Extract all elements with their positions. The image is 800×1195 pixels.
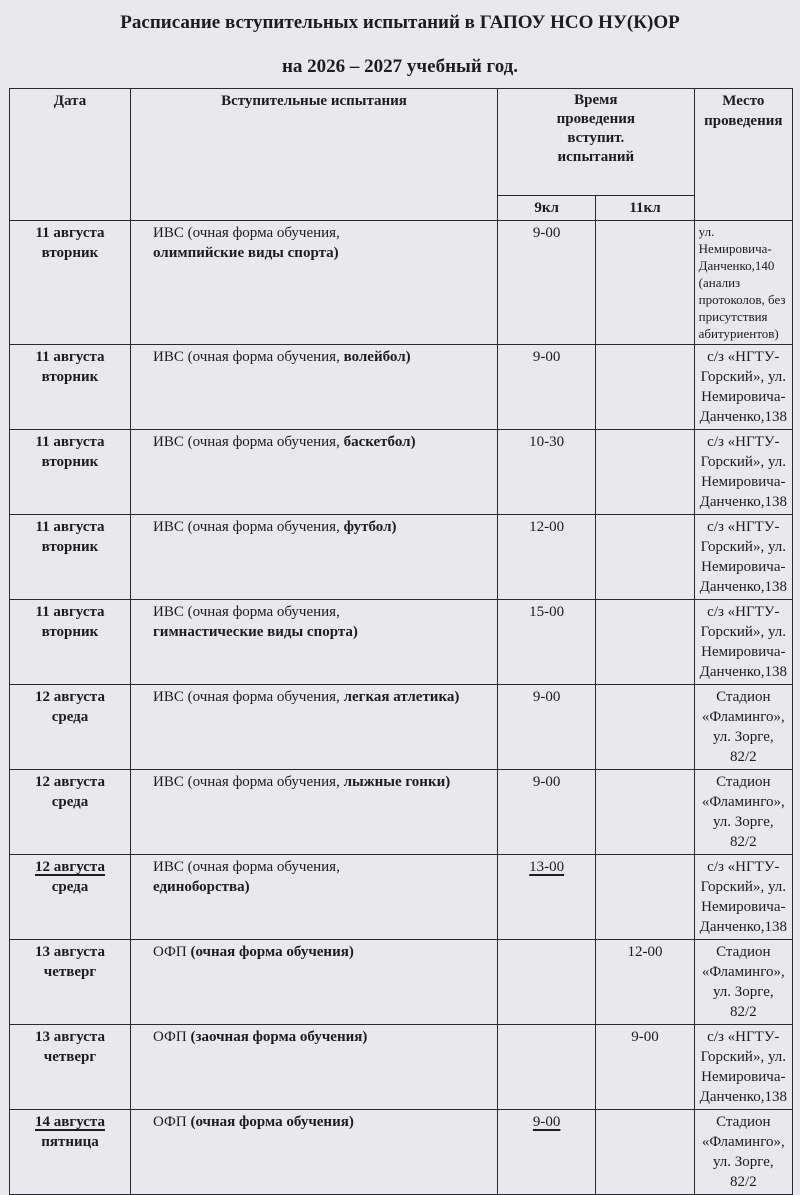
time-9: 9-00 [498, 685, 596, 770]
row-place: ул. Немировича-Данченко,140 (анализ протоколов, без присутствия абитуриентов) [694, 221, 792, 345]
row-place: с/з «НГТУ-Горский», ул. Немировича-Данченко,138 [694, 345, 792, 430]
row-place: Стадион «Фламинго», ул. Зорге, 82/2 [694, 1110, 792, 1195]
row-date: 11 августа [35, 225, 105, 241]
table-row [10, 515, 793, 600]
test-plain: ИВС (очная форма обучения, [153, 689, 340, 705]
table-row [10, 345, 793, 430]
time-9: 13-00 [529, 859, 565, 875]
row-test [135, 347, 493, 367]
time-11 [596, 685, 694, 770]
test-plain: ОФП [153, 1029, 187, 1045]
row-date: 12 августа [35, 774, 105, 790]
header-place: Место проведения [694, 89, 792, 221]
test-bold: (очная форма обучения) [190, 944, 354, 960]
time-11 [596, 430, 694, 515]
row-place: с/з «НГТУ-Горский», ул. Немировича-Данченко,138 [694, 430, 792, 515]
table-row [10, 770, 793, 855]
row-test [135, 432, 493, 452]
row-test [135, 857, 493, 897]
row-place: Стадион «Фламинго», ул. Зорге, 82/2 [694, 770, 792, 855]
row-test [135, 942, 493, 962]
header-grade11: 11кл [596, 196, 694, 221]
row-test [135, 517, 493, 537]
row-day: среда [51, 709, 89, 725]
row-date: 12 августа [35, 689, 105, 705]
time-9: 9-00 [498, 345, 596, 430]
header-date: Дата [10, 89, 131, 221]
row-test [135, 223, 493, 263]
table-row [10, 430, 793, 515]
time-11: 12-00 [596, 940, 694, 1025]
test-bold: единоборства) [153, 879, 250, 895]
row-day: вторник [41, 245, 99, 261]
row-place: с/з «НГТУ-Горский», ул. Немировича-Данченко,138 [694, 515, 792, 600]
test-plain: ИВС (очная форма обучения, [153, 434, 340, 450]
test-bold: баскетбол) [343, 434, 416, 450]
time-9: 15-00 [498, 600, 596, 685]
header-test: Вступительные испытания [131, 89, 498, 221]
row-date: 11 августа [35, 434, 105, 450]
row-place: с/з «НГТУ-Горский», ул. Немировича-Данченко,138 [694, 600, 792, 685]
row-day: пятница [41, 1134, 99, 1150]
row-date: 13 августа [35, 1029, 105, 1045]
time-11 [596, 515, 694, 600]
test-bold: легкая атлетика) [343, 689, 460, 705]
time-9 [498, 1025, 596, 1110]
row-day: четверг [43, 964, 97, 980]
header-time-line4: испытаний [557, 149, 635, 165]
table-row [10, 855, 793, 940]
test-plain: ИВС (очная форма обучения, [153, 349, 340, 365]
time-11 [596, 770, 694, 855]
time-9: 10-30 [498, 430, 596, 515]
header-time [498, 89, 695, 196]
test-bold: лыжные гонки) [343, 774, 451, 790]
row-test [135, 602, 493, 642]
schedule-table [9, 88, 793, 1195]
time-11 [596, 345, 694, 430]
document-title: Расписание вступительных испытаний в ГАПОУ НСО НУ(К)ОР [120, 12, 680, 33]
time-9: 9-00 [498, 770, 596, 855]
time-11 [596, 221, 694, 345]
header-grade9: 9кл [498, 196, 596, 221]
row-day: четверг [43, 1049, 97, 1065]
row-place: Стадион «Фламинго», ул. Зорге, 82/2 [694, 940, 792, 1025]
academic-year: на 2026 – 2027 учебный год. [281, 56, 519, 77]
test-plain: ИВС (очная форма обучения, [153, 519, 340, 535]
table-row [10, 685, 793, 770]
row-day: среда [51, 879, 89, 895]
row-date: 14 августа [35, 1114, 105, 1130]
time-11 [596, 600, 694, 685]
row-place: с/з «НГТУ-Горский», ул. Немировича-Данченко,138 [694, 855, 792, 940]
table-row [10, 940, 793, 1025]
row-test [135, 687, 493, 707]
table-row [10, 221, 793, 345]
time-11: 9-00 [596, 1025, 694, 1110]
time-11 [596, 855, 694, 940]
row-date: 11 августа [35, 349, 105, 365]
header-time-line1: Время [574, 92, 618, 108]
test-bold: олимпийские виды спорта) [153, 245, 339, 261]
time-9: 12-00 [498, 515, 596, 600]
row-date: 11 августа [35, 519, 105, 535]
row-day: вторник [41, 624, 99, 640]
time-9 [498, 940, 596, 1025]
row-test [135, 1112, 493, 1132]
test-bold: (заочная форма обучения) [190, 1029, 368, 1045]
row-day: среда [51, 794, 89, 810]
test-plain: ОФП [153, 944, 187, 960]
time-9: 9-00 [532, 1114, 561, 1130]
row-date: 13 августа [35, 944, 105, 960]
test-plain: ИВС (очная форма обучения, [153, 225, 340, 241]
row-test [135, 1027, 493, 1047]
test-plain: ИВС (очная форма обучения, [153, 774, 340, 790]
header-time-line3: вступит. [567, 130, 625, 146]
table-row [10, 1110, 793, 1195]
time-11 [596, 1110, 694, 1195]
table-row [10, 600, 793, 685]
row-place: с/з «НГТУ-Горский», ул. Немировича-Данченко,138 [694, 1025, 792, 1110]
header-time-line2: проведения [556, 111, 635, 127]
test-plain: ИВС (очная форма обучения, [153, 604, 340, 620]
table-row [10, 1025, 793, 1110]
test-bold: гимнастические виды спорта) [153, 624, 358, 640]
row-date: 12 августа [35, 859, 105, 875]
test-bold: (очная форма обучения) [190, 1114, 354, 1130]
row-day: вторник [41, 369, 99, 385]
row-day: вторник [41, 539, 99, 555]
test-plain: ОФП [153, 1114, 187, 1130]
row-test [135, 772, 493, 792]
row-day: вторник [41, 454, 99, 470]
row-date: 11 августа [35, 604, 105, 620]
test-bold: футбол) [343, 519, 397, 535]
row-place: Стадион «Фламинго», ул. Зорге, 82/2 [694, 685, 792, 770]
test-bold: волейбол) [343, 349, 411, 365]
test-plain: ИВС (очная форма обучения, [153, 859, 340, 875]
time-9: 9-00 [498, 221, 596, 345]
